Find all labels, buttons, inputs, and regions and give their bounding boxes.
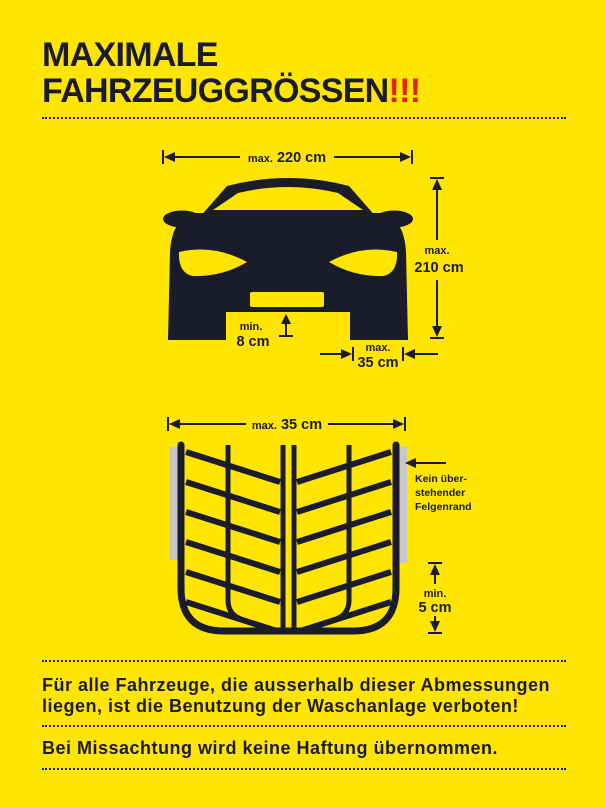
tire-width-label (252, 417, 322, 433)
car-height-prefix: max. (424, 245, 450, 257)
tire-outer-wall (181, 445, 396, 631)
arrow-left-icon (164, 152, 175, 162)
tread-bar (186, 542, 280, 572)
rim-note-line-1: Kein über- (415, 473, 467, 485)
title-exclamation: !!! (388, 72, 421, 110)
left-rim (170, 447, 178, 560)
rim-note (405, 458, 472, 513)
tread-bar (297, 452, 391, 482)
ground-clearance-dimension (236, 314, 293, 350)
tire-width-prefix: max. (251, 420, 277, 432)
arrow-up-icon (432, 179, 442, 190)
arrow-down-icon (430, 621, 440, 632)
divider-bottom (42, 768, 566, 770)
car-tire-width-dimension (320, 342, 438, 371)
sidewall-dimension (418, 563, 451, 633)
car-width-value: 220 cm (276, 150, 327, 166)
car-height-value: 210 cm (414, 260, 464, 276)
license-plate (250, 292, 324, 307)
car-width-prefix: max. (247, 153, 273, 165)
notice-line-2: liegen, ist die Benutzung der Waschanlage verboten! (42, 696, 519, 716)
tire-diagram (170, 445, 407, 632)
car-front-diagram (163, 178, 413, 340)
liability-disclaimer (42, 738, 498, 759)
arrow-left-icon (169, 419, 180, 429)
sidewall-prefix: min. (423, 588, 447, 600)
tread-bar (186, 482, 280, 512)
tread-bar (297, 542, 391, 572)
car-height-dimension (414, 178, 463, 338)
title-line-2: FAHRZEUGGRÖSSEN (42, 72, 389, 110)
tire-width-dimension (168, 417, 405, 433)
arrow-right-icon (400, 152, 411, 162)
divider-notice-middle (42, 725, 566, 727)
tire-tread (186, 445, 391, 632)
tire-width-value: 35 cm (280, 417, 323, 433)
sidewall-value: 5 cm (418, 600, 452, 616)
tread-bar (186, 572, 280, 602)
tread-bar (297, 482, 391, 512)
car-width-dimension (163, 150, 412, 166)
tread-bar (297, 572, 391, 602)
right-rim (399, 447, 407, 563)
title-line-1: MAXIMALE (42, 36, 218, 74)
arrow-down-icon (432, 326, 442, 337)
tread-bar (297, 512, 391, 542)
car-tire-width-value: 35 cm (357, 355, 399, 371)
clearance-prefix: min. (239, 321, 263, 333)
rim-note-line-3: Felgenrand (415, 501, 472, 513)
arrow-right-icon (341, 349, 352, 359)
car-tire-width-prefix: max. (365, 342, 391, 354)
disclaimer-text: Bei Missachtung wird keine Haftung übernommen. (42, 738, 499, 758)
clearance-value: 8 cm (236, 334, 270, 350)
rim-note-line-2: stehender (415, 487, 466, 499)
tread-bar (186, 452, 280, 482)
arrow-right-icon (393, 419, 404, 429)
notice-line-1: Für alle Fahrzeuge, die ausserhalb dieser Abmessungen (42, 675, 550, 695)
car-width-label (248, 150, 326, 166)
arrow-left-icon (404, 349, 415, 359)
divider-notice-top (42, 660, 566, 662)
tread-bar (186, 512, 280, 542)
prohibition-notice (42, 675, 550, 717)
